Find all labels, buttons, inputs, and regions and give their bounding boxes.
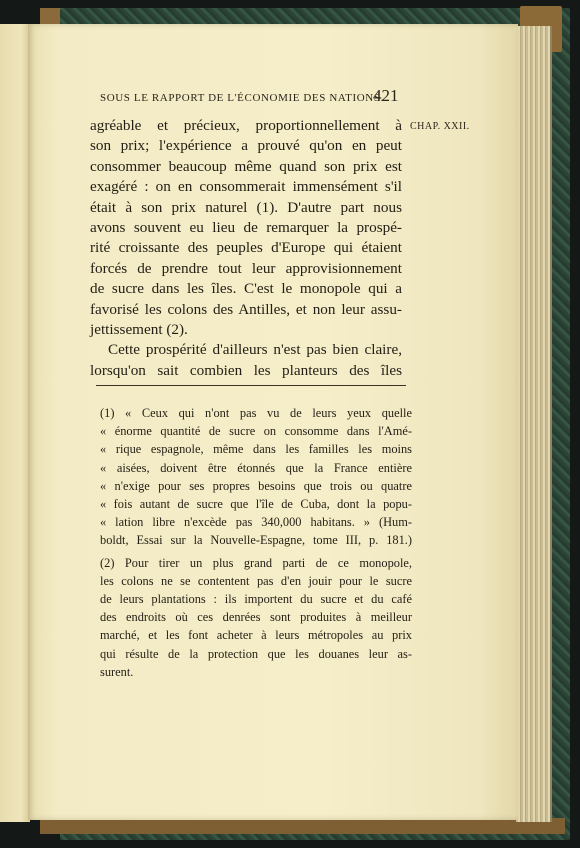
body-line: forcés de prendre tout leur approvisionnement	[90, 259, 402, 277]
footnote-line: « rique espagnole, même dans les familles les moins	[100, 442, 412, 457]
running-head: SOUS LE RAPPORT DE L'ÉCONOMIE DES NATIONS.	[100, 92, 384, 104]
body-line: lorsqu'on sait combien les planteurs des îles	[90, 361, 402, 379]
footnote-line: (1) « Ceux qui n'ont pas vu de leurs yeux quelle	[100, 406, 412, 420]
footnote-line: (2) Pour tirer un plus grand parti de ce monopole,	[100, 555, 412, 570]
footnote-1	[100, 404, 412, 550]
footnote-line: les colons ne se contentent pas d'en jouir pour le sucre	[100, 573, 412, 588]
footnote-separator-rule	[96, 385, 406, 386]
footnote-line: « fois autant de sucre que l'île de Cuba, dont la popu-	[100, 497, 412, 512]
body-line: agréable et précieux, proportionnellement à	[90, 117, 402, 134]
body-line: son prix; l'expérience a prouvé qu'on en peut	[90, 137, 402, 155]
footnote-line: de leurs plantations : ils importent du sucre et du café	[100, 592, 412, 607]
body-line: consommer beaucoup même quand son prix est	[90, 157, 402, 175]
book-cover-bottom-edge	[40, 818, 565, 834]
footnote-line: des endroits où ces denrées sont produites à meilleur	[100, 610, 412, 625]
footnote-line: surent.	[100, 664, 134, 679]
body-line: jettissement (2).	[90, 321, 188, 339]
footnotes	[100, 404, 412, 681]
footnote-line: « n'exige pour ses propres besoins que trois ou quatre	[100, 478, 412, 493]
body-line: de sucre dans les îles. C'est le monopole qui a	[90, 280, 402, 298]
body-line: rité croissante des peuples d'Europe qui étaient	[90, 239, 402, 257]
footnote-line: « lation libre n'excède pas 340,000 habitans. » (Hum-	[100, 515, 412, 530]
body-line: Cette prospérité d'ailleurs n'est pas bien claire,	[108, 341, 402, 359]
chapter-margin-note: CHAP. XXII.	[410, 121, 470, 132]
body-line: avons souvent eu lieu de remarquer la prospé-	[90, 219, 402, 237]
page-block-edges	[516, 26, 552, 822]
body-line: exagéré : on en consommerait immensément s'il	[90, 178, 402, 196]
footnote-line: « aisées, doivent être étonnés que la France entière	[100, 460, 412, 475]
footnote-line: « énorme quantité de sucre on consomme dans l'Amé-	[100, 424, 412, 439]
page-number: 421	[373, 86, 399, 105]
body-line: favorisé les colons des Antilles, et non leur assu-	[90, 300, 402, 318]
footnote-line: boldt, Essai sur la Nouvelle-Espagne, tome III, p. 181.)	[100, 533, 412, 548]
footnote-2	[100, 554, 412, 681]
body-text	[90, 116, 402, 381]
body-line: était à son prix naturel (1). D'autre part nous	[90, 198, 402, 216]
facing-page-edge	[0, 24, 30, 822]
footnote-line: marché, et les font acheter à leurs métropoles au prix	[100, 628, 412, 643]
footnote-line: qui résulte de la protection que les douanes leur as-	[100, 646, 412, 661]
